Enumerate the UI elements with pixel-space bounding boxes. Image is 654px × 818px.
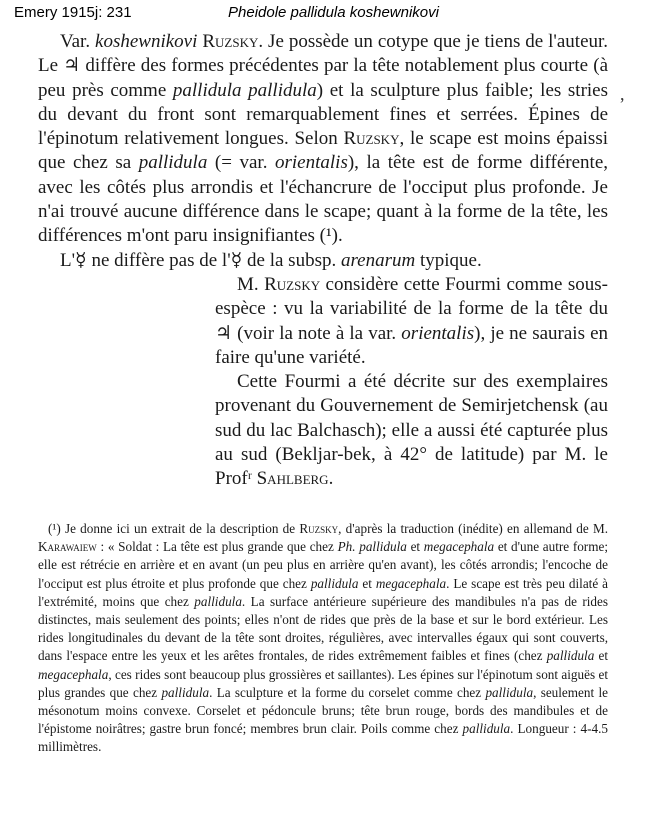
paragraph-worker	[38, 249, 608, 273]
main-text	[38, 30, 608, 492]
taxon-name: pallidula pallidula	[172, 79, 317, 101]
text-run: , d'après la traduction (inédite) en allemand de M.	[338, 521, 608, 536]
author-name: Ruzsky	[343, 128, 400, 150]
footnote	[38, 520, 608, 757]
taxon-name: pallidula	[194, 593, 242, 609]
taxon-name: koshewnikovi	[95, 31, 198, 52]
taxon-name: orientalis	[275, 152, 348, 174]
author-name: Ruzsky	[202, 31, 259, 52]
paragraph-status	[215, 273, 608, 370]
text-run: . Longueur : 4-4.5 millimètres.	[38, 721, 608, 755]
author-name: Ruzsky	[264, 273, 321, 295]
taxon-name: megacephala	[375, 575, 447, 591]
text-run: typique.	[415, 249, 482, 271]
page-header	[14, 4, 640, 24]
text-run: (= var.	[207, 152, 275, 174]
text-run: , seulement le mésonotum moins convexe. Corselet et pédoncule bruns; tête brun rouge, bords des mandibules et de l'épistome noirâtres; gastre brun foncé; membres brun clair. Poils comme chez	[38, 684, 608, 737]
text-run: . Le scape est très peu dilaté à l'extrémité, moins que chez	[38, 575, 608, 609]
text-run: ) et la sculpture plus faible; les stries du devant du front sont remarquablement fines et serrées. Épines de l'épinotum relativement longues. Selon	[38, 79, 609, 150]
text-run: et	[406, 539, 424, 555]
text-run: Var.	[60, 31, 96, 52]
text-run: .	[328, 468, 334, 490]
text-run: . La sculpture et la forme du corselet comme chez	[209, 684, 486, 700]
taxon-name: pallidula	[138, 152, 208, 174]
footnote-paragraph	[38, 520, 608, 757]
text-run: , ces rides sont beaucoup plus grossières et saillantes). Les épines sur l'épinotum sont aiguës et plus grandes que chez	[38, 666, 608, 700]
paragraph-distribution	[215, 370, 608, 491]
citation-reference: Emery 1915j: 231	[14, 4, 132, 21]
author-name: Ruzsky	[299, 521, 339, 536]
text-run: . Je possède un cotype que je tiens de l'auteur. Le ♃ diffère des formes précédentes par la tête notablement plus courte (à peu près comme	[38, 31, 609, 101]
author-name: Sahlberg	[256, 468, 329, 490]
text-run: Cette Fourmi a été décrite sur des exemplaires provenant du Gouvernement de Semirjetchensk (au sud du lac Balchasch); elle a aussi été capturée plus au sud (Bekljar-bek, à 42° de latitude) par M. le Profʳ	[215, 371, 608, 490]
paragraph-description	[38, 30, 608, 249]
text-run: ), je ne saurais en faire qu'une variété.	[215, 322, 609, 368]
text-run: et	[594, 648, 608, 664]
text-run: M.	[237, 273, 265, 295]
text-run: . La surface antérieure supérieure des mandibules n'a pas de rides distinctes, mais seulement des points; elles n'ont de rides que près de la base et sur le bord extérieur. Les rides longitudinales du devant de la tête sont droites, régulières, avec intervalles égaux qui sont couverts, dans l'espace entre les yeux et les arêtes frontales, de rides extrêmement faibles et fines (chez	[38, 593, 608, 664]
taxon-name: pallidula	[485, 684, 534, 700]
taxon-name: pallidula	[310, 575, 359, 591]
taxon-name: pallidula	[546, 648, 595, 664]
text-run: et d'une autre forme; elle est rétrécie en arrière et en avant (un peu plus en arrière qu'en avant), les côtés arrondis; l'encoche de l'occiput est plus étroite et plus profonde que chez	[38, 539, 608, 591]
text-run: , le scape est moins épaissi que chez sa	[38, 128, 608, 174]
text-run: ), la tête est de forme différente, avec les côtés plus arrondis et l'échancrure de l'occiput plus profonde. Je n'ai trouvé aucune différence dans le scape; quant à la forme de la tête, les différences m'ont paru insignifiantes (¹).	[38, 152, 608, 247]
taxon-name: orientalis	[401, 322, 475, 344]
margin-mark: ,	[620, 84, 625, 104]
text-run: (¹) Je donne ici un extrait de la description de	[48, 521, 300, 536]
taxon-title: Pheidole pallidula koshewnikovi	[228, 4, 439, 21]
text-run: et	[358, 575, 376, 591]
taxon-name: pallidula	[462, 721, 511, 737]
taxon-name: Ph. pallidula	[337, 539, 407, 555]
taxon-name: megacephala	[38, 666, 109, 682]
taxon-name: megacephala	[423, 539, 495, 555]
text-run: considère cette Fourmi comme sous-espèce : vu la variabilité de la forme de la tête du ♃ (voir la note à la var.	[215, 273, 608, 344]
author-name: Karawaiew	[38, 539, 97, 555]
taxon-name: arenarum	[340, 249, 416, 271]
text-run: L'☿ ne diffère pas de l'☿ de la subsp.	[60, 249, 341, 271]
text-run: : « Soldat : La tête est plus grande que chez	[96, 539, 338, 555]
taxon-name: pallidula	[161, 684, 210, 700]
